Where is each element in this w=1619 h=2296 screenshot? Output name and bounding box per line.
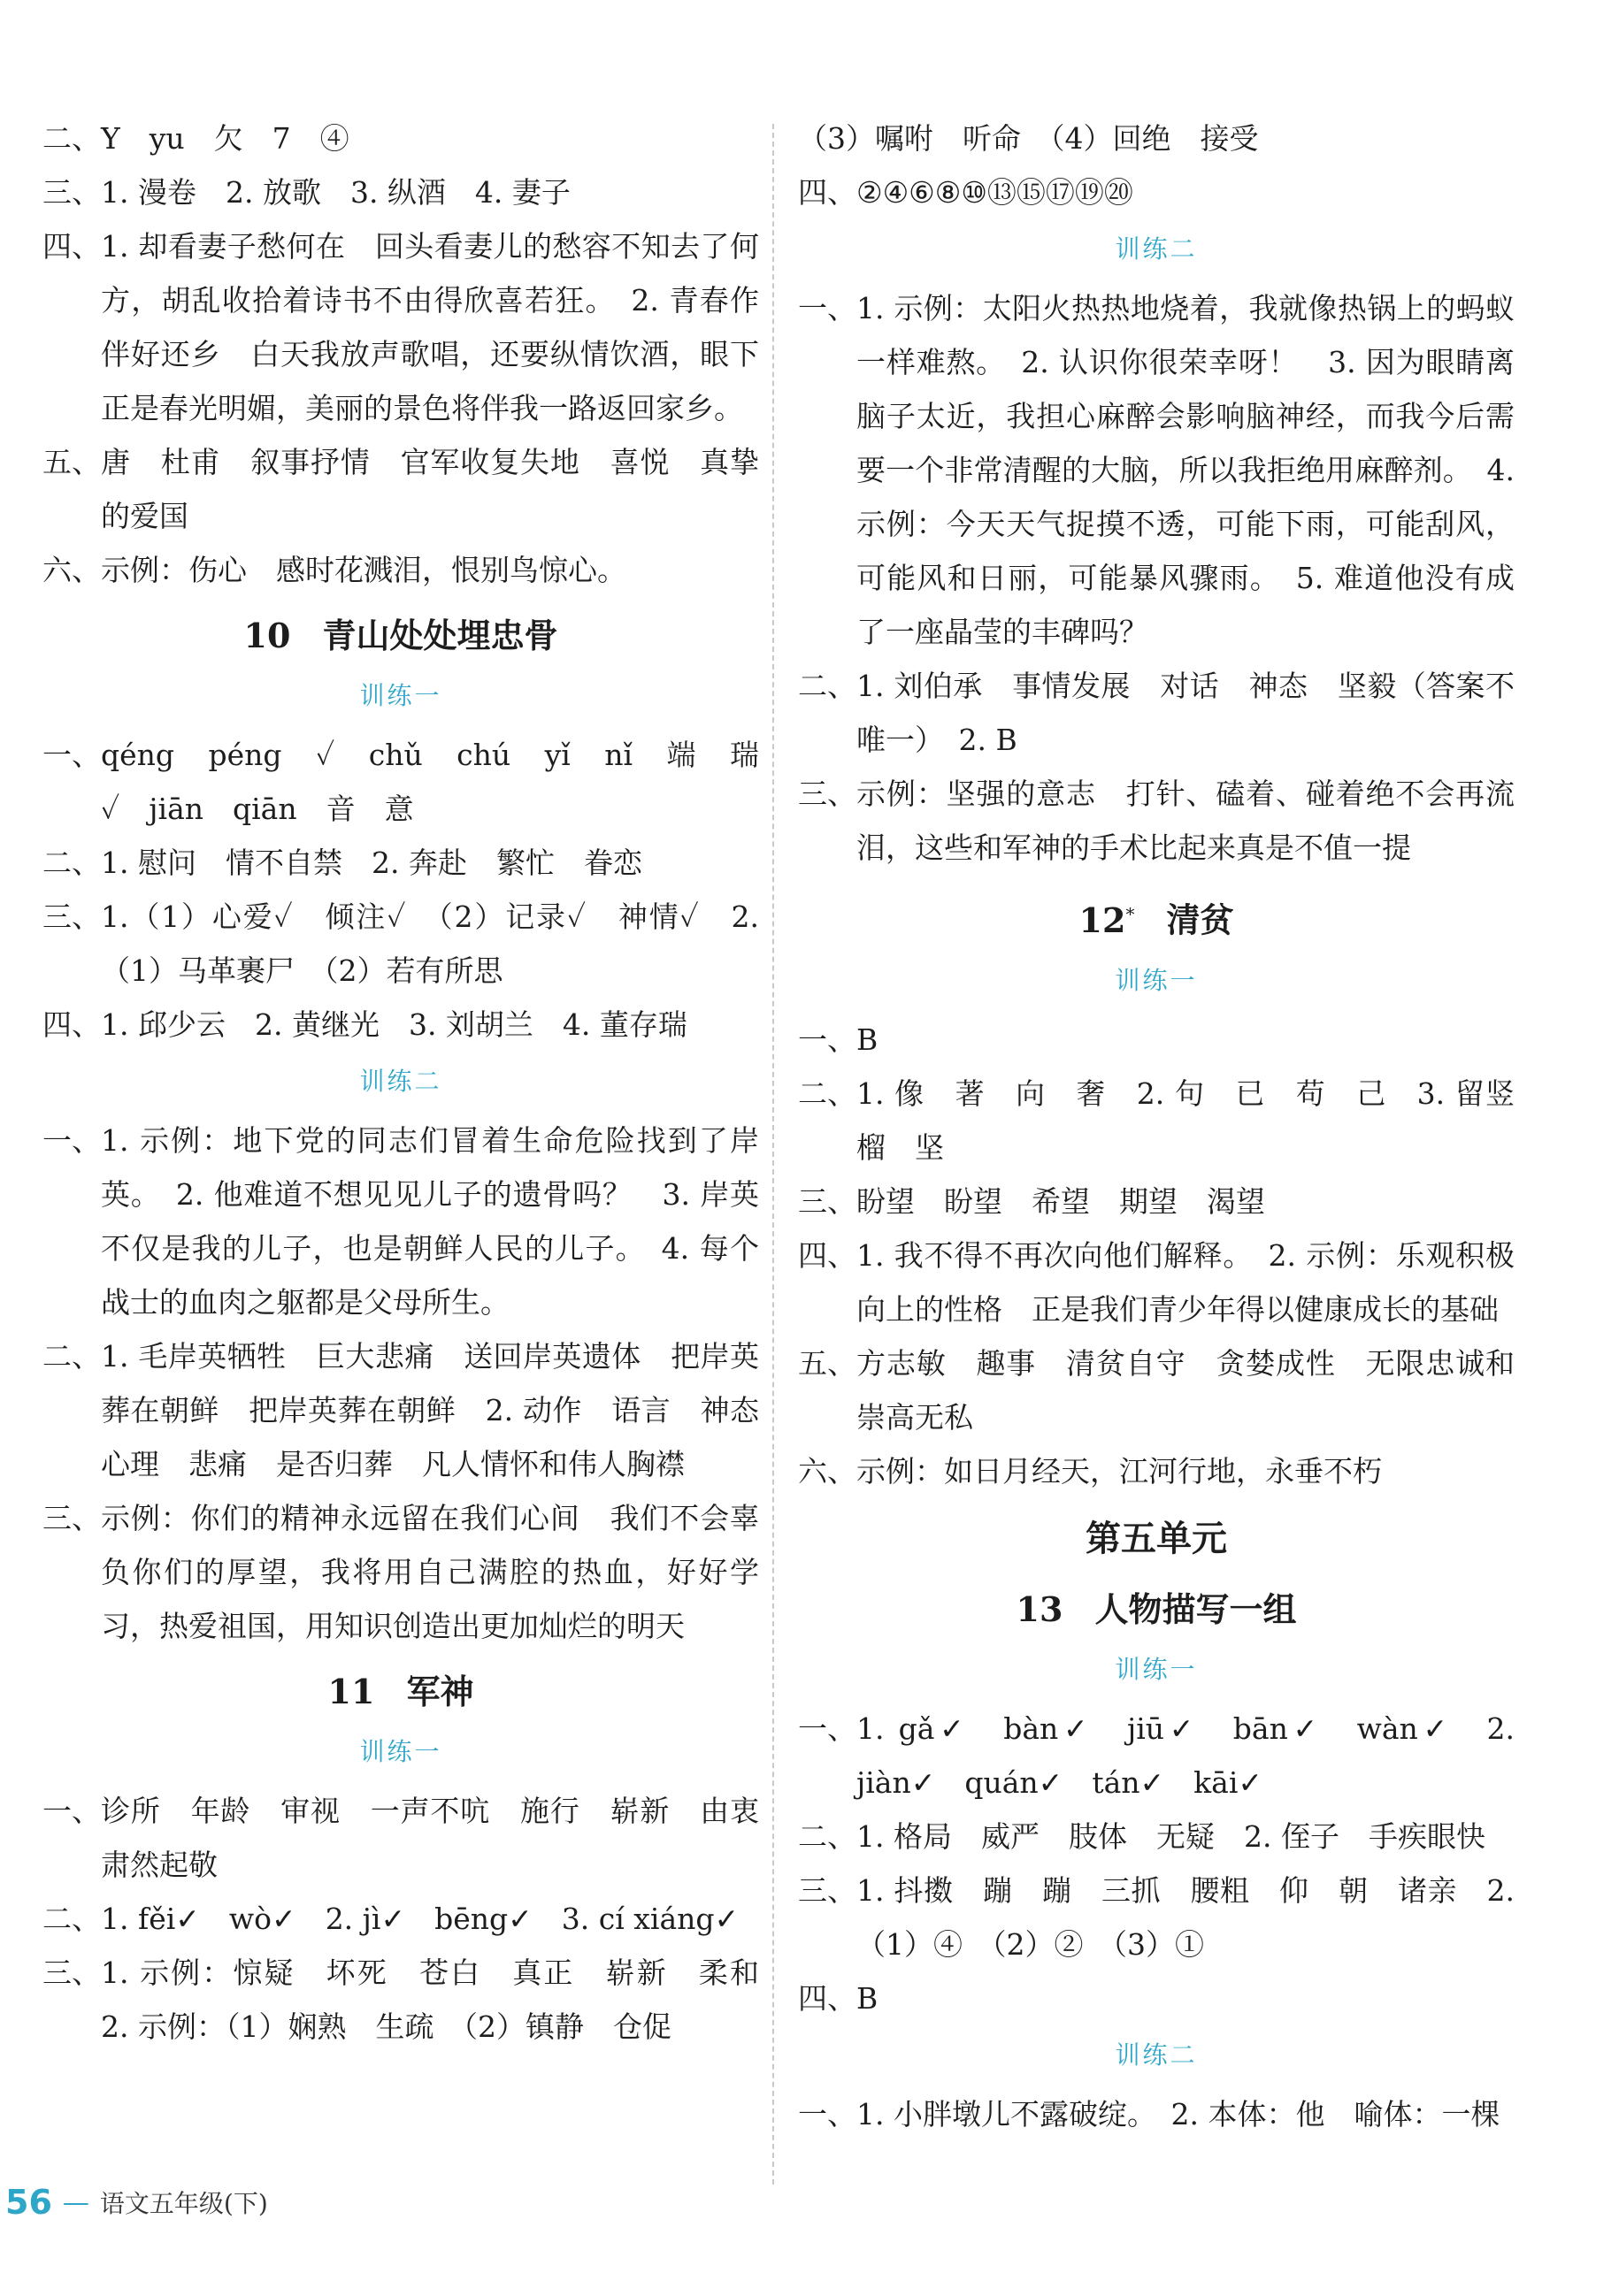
exercise-heading: 训练一 <box>1115 1654 1198 1684</box>
answer-item <box>42 111 759 165</box>
item-label: 四、 <box>42 229 101 264</box>
item-text: 1. 我不得不再次向他们解释。 2. 示例：乐观积极向上的性格 正是我们青少年得以健康成长的基础 <box>856 1237 1515 1327</box>
page-number: 56 <box>5 2183 52 2222</box>
answer-item <box>798 2087 1515 2141</box>
item-text: B <box>856 1022 879 1057</box>
item-text: 1. fěi✓ wò✓ 2. jì✓ bēng✓ 3. cí xiáng✓ <box>101 1902 740 1936</box>
exercise-heading: 训练一 <box>1115 965 1198 995</box>
right-column <box>798 111 1544 2141</box>
item-text: 1. 像 著 向 奢 2. 句 已 苟 己 3. 留竖 榴 坚 <box>856 1075 1544 1165</box>
item-label: 三、 <box>42 899 101 934</box>
item-text: qéng péng ✓ chǔ chú yǐ nǐ 端 瑞 ✓ jiān qiān 音 意 <box>101 738 788 826</box>
answer-item <box>798 1013 1515 1067</box>
item-label: 一、 <box>42 738 101 772</box>
item-label: 四、 <box>798 175 856 210</box>
answer-item <box>798 111 1515 165</box>
item-text: 1. 抖擞 蹦 蹦 三抓 腰粗 仰 朝 诸亲 2.（1）④ （2）② （3）① <box>856 1872 1515 1962</box>
item-label: 三、 <box>798 1872 856 1908</box>
footer-dash: — <box>62 2186 89 2218</box>
item-label: 一、 <box>42 1794 101 1828</box>
item-label: 二、 <box>42 1339 101 1374</box>
item-text: 诊所 年龄 审视 一声不吭 施行 崭新 由衷肃然起敬 <box>101 1794 759 1882</box>
item-text: 1. 漫卷 2. 放歌 3. 纵酒 4. 妻子 <box>101 175 571 210</box>
answer-item <box>798 1336 1515 1444</box>
item-text: 1. gǎ✓ bàn✓ jiū✓ bān✓ wàn✓ 2. jiàn✓ quán✓ tán✓ kāi✓ <box>856 1711 1515 1800</box>
lesson-name: 青山处处埋忠骨 <box>322 616 558 655</box>
left-column <box>42 111 788 2054</box>
answer-item <box>798 767 1515 875</box>
item-text: 1.（1）心爱✓ 倾注✓ （2）记录✓ 神情✓ 2.（1）马革裹尸 （2）若有所思 <box>101 899 759 988</box>
exercise-heading: 训练二 <box>1115 234 1198 264</box>
item-text: 1. 慰问 情不自禁 2. 奔赴 繁忙 眷恋 <box>101 846 642 880</box>
item-label: 一、 <box>798 1022 856 1057</box>
item-label: 二、 <box>798 1075 856 1111</box>
item-label: 三、 <box>42 175 101 210</box>
item-text: 1. 示例：惊疑 坏死 苍白 真正 崭新 柔和 2. 示例：（1）娴熟 生疏 （2）镇静 仓促 <box>101 1955 788 2044</box>
item-label: 三、 <box>42 1955 101 1990</box>
item-text: 1. 毛岸英牺牲 巨大悲痛 送回岸英遗体 把岸英葬在朝鲜 把岸英葬在朝鲜 2. 动作 语言 神态 心理 悲痛 是否归葬 凡人情怀和伟人胸襟 <box>101 1339 788 1481</box>
item-text: 1. 示例：太阳火热热地烧着，我就像热锅上的蚂蚁一样难熬。 2. 认识你很荣幸呀！ 3. 因为眼睛离脑子太近，我担心麻醉会影响脑神经，而我今后需要一个非常清醒的大脑，所以我拒绝用麻醉剂。 4. 示例：今天天气捉摸不透，可能下雨，可能刮风，可能风和日丽，可能暴风骤雨。 5. 难道他没有成了一座晶莹的丰碑吗？ <box>856 291 1515 649</box>
item-text: 1. 示例：地下党的同志们冒着生命危险找到了岸英。 2. 他难道不想见见儿子的遗骨吗？ 3. 岸英不仅是我的儿子，也是朝鲜人民的儿子。 4. 每个战士的血肉之躯都是父母所生。 <box>101 1123 759 1320</box>
exercise-heading: 训练二 <box>1115 2040 1198 2070</box>
answer-item <box>798 1228 1515 1336</box>
item-label: 三、 <box>798 777 856 811</box>
item-text: 示例：如日月经天，江河行地，永垂不朽 <box>856 1453 1382 1489</box>
item-label: 四、 <box>798 1237 856 1273</box>
answer-item <box>42 1114 759 1329</box>
item-label: 四、 <box>798 1980 856 2016</box>
answer-item <box>42 836 759 890</box>
item-text: Y yu 欠 7 ④ <box>101 121 349 156</box>
item-label: 二、 <box>42 1902 101 1936</box>
item-label: 一、 <box>798 2096 856 2131</box>
answer-item <box>42 1784 759 1892</box>
lesson-name: 军神 <box>406 1672 474 1711</box>
item-text: ②④⑥⑧⑩⑬⑮⑰⑲⑳ <box>856 175 1133 210</box>
answer-item <box>798 1444 1515 1498</box>
item-text: 示例：你们的精神永远留在我们心间 我们不会辜负你们的厚望，我将用自己满腔的热血，好好学习，热爱祖国，用知识创造出更加灿烂的明天 <box>101 1501 759 1643</box>
item-label: 五、 <box>42 445 101 479</box>
lesson-name: 清贫 <box>1166 899 1234 940</box>
unit-title: 第五单元 <box>1086 1517 1227 1559</box>
item-text: 方志敏 趣事 清贫自守 贪婪成性 无限忠诚和崇高无私 <box>856 1345 1515 1435</box>
item-text: （3）嘱咐 听命 （4）回绝 接受 <box>798 121 1259 156</box>
column-divider <box>772 124 774 2185</box>
lesson-number: 10 <box>243 616 291 655</box>
answer-item <box>798 1702 1515 1810</box>
item-label: 六、 <box>42 553 101 587</box>
answer-item <box>798 1971 1515 2025</box>
item-text: 示例：坚强的意志 打针、磕着、碰着绝不会再流泪，这些和军神的手术比起来真是不值一提 <box>856 777 1515 865</box>
answer-item <box>42 728 788 836</box>
answer-item <box>42 998 759 1052</box>
answer-item <box>42 165 759 219</box>
lesson-title <box>42 606 759 666</box>
exercise-heading: 训练一 <box>359 681 442 710</box>
item-text: 1. 格局 威严 肢体 无疑 2. 侄子 手疾眼快 <box>856 1818 1485 1854</box>
answer-item <box>798 1067 1544 1175</box>
item-label: 二、 <box>798 1818 856 1854</box>
answer-item <box>42 1329 788 1491</box>
optional-lesson-mark: * <box>1125 903 1135 924</box>
answer-item <box>798 1175 1515 1228</box>
lesson-title <box>798 1580 1515 1640</box>
answer-item <box>42 543 759 597</box>
lesson-name: 人物描写一组 <box>1094 1588 1297 1629</box>
answer-item <box>42 1892 759 1946</box>
exercise-heading: 训练二 <box>359 1067 442 1096</box>
lesson-title <box>42 1662 759 1722</box>
lesson-number: 11 <box>327 1672 375 1711</box>
item-text: 1. 邱少云 2. 黄继光 3. 刘胡兰 4. 董存瑞 <box>101 1007 687 1042</box>
answer-item <box>42 219 759 435</box>
item-label: 一、 <box>798 1711 856 1746</box>
book-title: 语文五年级(下) <box>99 2189 268 2218</box>
item-text: B <box>856 1980 879 2016</box>
lesson-number: 12 <box>1078 899 1126 940</box>
answer-item <box>42 435 759 543</box>
answer-item <box>798 165 1515 219</box>
answer-item <box>798 1864 1515 1971</box>
item-label: 三、 <box>42 1501 101 1535</box>
exercise-heading: 训练一 <box>359 1737 442 1766</box>
item-text: 1. 却看妻子愁何在 回头看妻儿的愁容不知去了何方，胡乱收拾着诗书不由得欣喜若狂。 2. 青春作伴好还乡 白天我放声歌唱，还要纵情饮酒，眼下正是春光明媚，美丽的景色将伴我一路返回家乡。 <box>101 229 759 425</box>
item-label: 二、 <box>42 846 101 880</box>
item-text: 唐 杜甫 叙事抒情 官军收复失地 喜悦 真挚的爱国 <box>101 445 759 533</box>
item-label: 四、 <box>42 1007 101 1042</box>
item-text: 盼望 盼望 希望 期望 渴望 <box>856 1183 1265 1219</box>
item-text: 1. 刘伯承 事情发展 对话 神态 坚毅（答案不唯一） 2. B <box>856 669 1515 757</box>
answer-item <box>798 281 1515 659</box>
item-text: 1. 小胖墩儿不露破绽。 2. 本体：他 喻体：一棵 <box>856 2096 1500 2131</box>
item-label: 一、 <box>798 291 856 325</box>
answer-item <box>42 890 759 998</box>
item-text: 示例：伤心 感时花溅泪，恨别鸟惊心。 <box>101 553 626 587</box>
item-label: 二、 <box>42 121 101 156</box>
answer-item <box>798 1810 1515 1864</box>
answer-item <box>42 1491 759 1653</box>
item-label: 五、 <box>798 1345 856 1381</box>
item-label: 六、 <box>798 1453 856 1489</box>
item-label: 三、 <box>798 1183 856 1219</box>
lesson-title <box>798 884 1515 951</box>
answer-item <box>42 1946 788 2054</box>
item-label: 二、 <box>798 669 856 703</box>
answer-item <box>798 659 1515 767</box>
lesson-number: 13 <box>1016 1588 1063 1629</box>
page-footer <box>0 2176 268 2229</box>
item-label: 一、 <box>42 1123 101 1158</box>
